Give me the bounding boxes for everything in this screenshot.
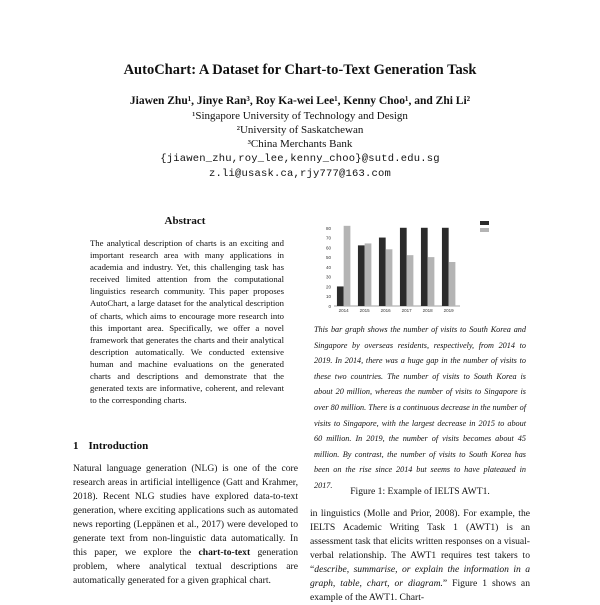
bar-2016-s1 — [386, 249, 393, 306]
paper-title: AutoChart: A Dataset for Chart-to-Text Generation Task — [123, 62, 477, 78]
intro-text-1: Natural language generation (NLG) is one of the core research areas in artificial intelligence (Gatt and Krahmer, 2018). Recent NLG studies have explored data-to-text generation, where exciting applications such as automated news reporting (Leppänen et al., 2017) were developed to generate text from non-linguistic data automatically. In this paper, we explore the — [73, 463, 298, 558]
y-tick-label: 40 — [325, 264, 331, 270]
intro-paragraph — [73, 462, 298, 588]
right-column-text — [310, 507, 530, 605]
y-tick-label: 30 — [325, 274, 331, 280]
author-list: Jiawen Zhu¹, Jinye Ran³, Roy Ka-wei Lee¹, Kenny Choo¹, and Zhi Li² — [129, 95, 471, 107]
bar-2018-s0 — [421, 228, 428, 306]
y-tick-label: 0 — [328, 304, 331, 309]
section-title: Introduction — [88, 440, 149, 452]
chart-legend — [480, 221, 489, 232]
bar-2014-s0 — [337, 286, 344, 306]
bar-2014-s1 — [344, 226, 351, 306]
bar-2019-s1 — [449, 262, 456, 306]
y-tick-label: 10 — [325, 294, 331, 300]
abstract-heading: Abstract — [164, 215, 206, 227]
legend-swatch-0 — [480, 221, 489, 225]
legend-swatch-1 — [480, 228, 489, 232]
chart-bars — [337, 226, 455, 306]
x-tick-label: 2017 — [401, 308, 412, 313]
bar-2015-s1 — [365, 243, 372, 306]
bar-2017-s0 — [400, 228, 407, 306]
affiliation-2: ²University of Saskatchewan — [236, 124, 364, 136]
right-text-2: ” Figure 1 shows an example of the AWT1. Chart- — [310, 578, 530, 603]
x-tick-label: 2018 — [422, 308, 433, 313]
right-italic-quote: describe, summarise, or explain the information in a graph, table, chart, or diagram. — [310, 564, 530, 589]
email-line-2: z.li@usask.ca,rjy777@163.com — [208, 168, 392, 180]
abstract-text: The analytical description of charts is an exciting and important research area with many applications in academia and industry. Yet, this challenging task has received limited attention from the computational linguistics research community. This paper proposes AutoChart, a large dataset for the analytical description of charts, which aims to encourage more research into this important area. Specifically, we offer a novel framework that generates the charts and their analytical description automatically. We conducted extensive human and machine evaluations on the generated charts and descriptions and demonstrate that the generated texts are informative, coherent, and relevant to the corresponding charts. — [90, 238, 284, 406]
x-tick-label: 2019 — [443, 308, 454, 313]
affiliation-3: ³China Merchants Bank — [247, 138, 353, 150]
bar-2017-s1 — [407, 255, 414, 306]
y-tick-label: 50 — [325, 255, 331, 261]
section-number: 1 — [73, 440, 79, 452]
y-tick-label: 20 — [325, 284, 331, 290]
x-tick-label: 2016 — [380, 308, 391, 313]
bar-2015-s0 — [358, 245, 365, 306]
bar-2018-s1 — [428, 257, 435, 306]
x-tick-label: 2015 — [359, 308, 370, 313]
affiliation-1: ¹Singapore University of Technology and Design — [192, 110, 408, 122]
intro-bold-term: chart-to-text — [198, 547, 251, 558]
email-line-1: {jiawen_zhu,roy_lee,kenny_choo}@sutd.edu.sg — [160, 153, 440, 165]
figure-label: Figure 1: Example of IELTS AWT1. — [350, 486, 490, 497]
y-tick-label: 60 — [325, 245, 331, 251]
figure-bar-chart — [310, 210, 510, 318]
section-heading — [73, 440, 158, 452]
y-tick-label: 80 — [325, 225, 331, 231]
y-tick-label: 70 — [325, 235, 331, 241]
bar-2019-s0 — [442, 228, 449, 306]
x-tick-label: 2014 — [338, 308, 349, 313]
figure-caption-text: This bar graph shows the number of visits to South Korea and Singapore by overseas residents, respectively, from 2014 to 2019. In 2014, there was a huge gap in the number of visits to these two countries. The number of visits to South Korea is about 20 million, whereas the number of visits to Singapore is over 80 million. There is a continuous decrease in the number of visits to Singapore, with the largest decrease in 2015 to about 60 million. In 2019, the number of visits becomes about 45 million. By contrast, the number of visits to South Korea has been on the rise since 2014 but seems to have plateaued in 2017. — [314, 325, 526, 490]
right-text-1: in linguistics (Molle and Prior, 2008). For example, the IELTS Academic Writing Task 1 (AWT1) is an assessment task that elicits written responses on a visual-verbal relationship. The AWT1 requires test takers to “ — [310, 508, 530, 575]
intro-text-2: generation problem, where analytical textual descriptions are automatically generated for a given graphical chart. — [73, 547, 298, 586]
bar-2016-s0 — [379, 238, 386, 306]
